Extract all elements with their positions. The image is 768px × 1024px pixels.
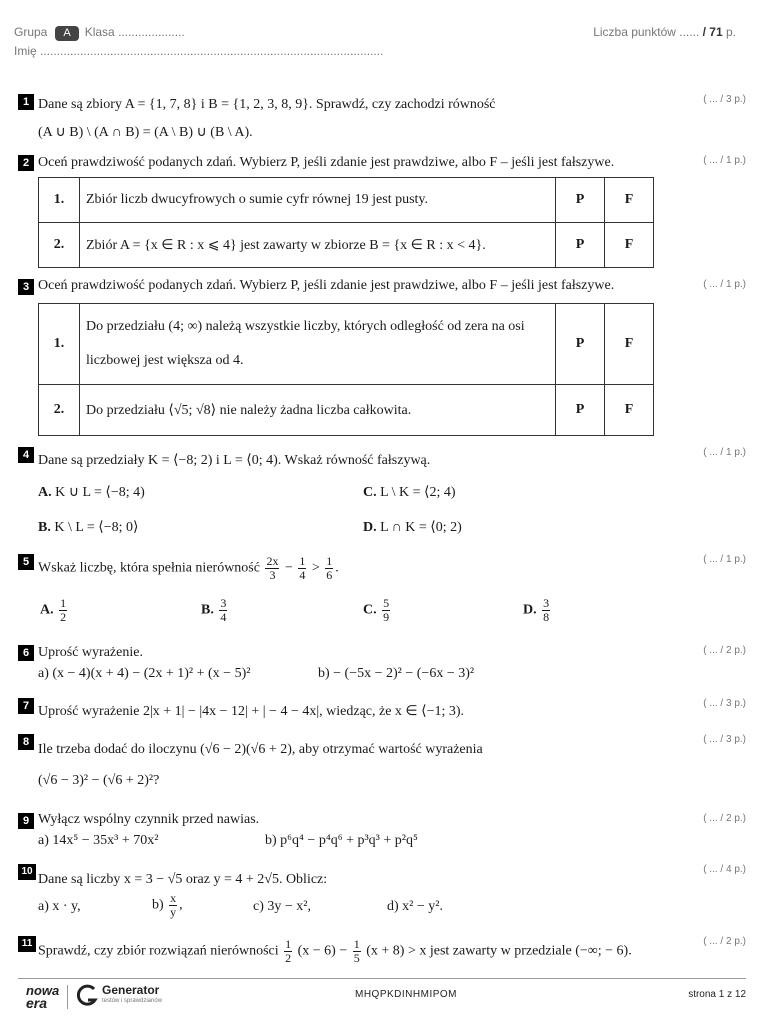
option-text: L ∩ K = ⟨0; 2) <box>380 520 462 535</box>
task-number: 2 <box>18 155 34 171</box>
task-number: 6 <box>18 645 34 661</box>
option-text: L \ K = ⟨2; 4) <box>380 485 456 500</box>
task-points: ( ... / 2 p.) <box>703 936 746 947</box>
page-number: strona 1 z 12 <box>688 989 746 1000</box>
test-code: MHQPKDINHMIPOM <box>355 989 457 1000</box>
name-dots: ....................................................................................................... <box>40 44 384 58</box>
subtask-a: a) 14x⁵ − 35x³ + 70x² <box>38 833 159 848</box>
denominator: 6 <box>326 568 333 582</box>
task-text: Dane są przedziały K = ⟨−8; 2) i L = ⟨0; 4). Wskaż równość fałszywą. <box>38 453 431 468</box>
task-number: 7 <box>18 698 34 714</box>
task-points: ( ... / 2 p.) <box>703 645 746 656</box>
option-label: D. <box>523 602 537 618</box>
points-total: 71 <box>709 25 723 39</box>
denominator: 9 <box>383 610 390 624</box>
denominator: 8 <box>543 610 550 624</box>
fraction <box>542 597 550 624</box>
subtask-b: b) p⁶q⁴ − p⁴q⁶ + p³q³ + p²q⁵ <box>265 833 418 848</box>
subtask-a: a) (x − 4)(x + 4) − (2x + 1)² + (x − 5)² <box>38 666 251 681</box>
points-label: Liczba punktów ...... <box>593 25 700 39</box>
task-points: ( ... / 3 p.) <box>703 94 746 105</box>
fraction <box>284 938 292 965</box>
header-group <box>14 25 185 41</box>
answer-option-a[interactable] <box>40 597 69 624</box>
task-number: 5 <box>18 554 34 570</box>
class-dots: .................... <box>118 25 185 39</box>
numerator: 2x <box>266 554 279 568</box>
logo-text: nowa <box>26 983 60 998</box>
table-row <box>39 385 654 436</box>
numerator: 1 <box>60 596 67 610</box>
denominator: 4 <box>220 610 227 624</box>
task-text: (A ∪ B) \ (A ∩ B) = (A \ B) ∪ (B \ A). <box>38 125 253 140</box>
subtask-a: a) x · y, <box>38 899 81 914</box>
answer-option-c[interactable] <box>363 484 456 501</box>
punctuation: . <box>335 560 339 576</box>
logo-text: era <box>26 995 48 1011</box>
task-number: 11 <box>18 936 36 952</box>
task-points: ( ... / 1 p.) <box>703 155 746 166</box>
task-points: ( ... / 3 p.) <box>703 698 746 709</box>
answer-f-button[interactable]: F <box>605 385 654 436</box>
denominator: 5 <box>353 951 360 965</box>
denominator: y <box>170 905 177 919</box>
subtask-b <box>152 892 183 919</box>
answer-option-b[interactable] <box>201 597 229 624</box>
task-text: Dane są zbiory A = {1, 7, 8} i B = {1, 2, 3, 8, 9}. Sprawdź, czy zachodzi równość <box>38 97 496 112</box>
fraction <box>298 555 306 582</box>
answer-option-b[interactable] <box>38 519 138 536</box>
answer-option-c[interactable] <box>363 597 392 624</box>
task-number: 8 <box>18 734 34 750</box>
row-number: 2. <box>39 385 80 436</box>
page-footer <box>18 978 746 1019</box>
task-text: Dane są liczby x = 3 − √5 oraz y = 4 + 2√5. Oblicz: <box>38 872 328 887</box>
denominator: 4 <box>299 568 306 582</box>
answer-p-button[interactable]: P <box>556 178 605 223</box>
task-points: ( ... / 3 p.) <box>703 734 746 745</box>
denominator: 2 <box>60 610 67 624</box>
task-text: Uprość wyrażenie 2|x + 1| − |4x − 12| + | − 4 − 4x|, wiedząc, że x ∈ ⟨−1; 3). <box>38 704 465 719</box>
subtask-c: c) 3y − x², <box>253 899 311 914</box>
fraction <box>59 597 67 624</box>
fraction <box>325 555 333 582</box>
task-points: ( ... / 1 p.) <box>703 279 746 290</box>
answer-option-a[interactable] <box>38 484 145 501</box>
statement <box>80 304 556 385</box>
fraction <box>169 892 177 919</box>
option-text: K ∪ L = ⟨−8; 4) <box>55 485 145 500</box>
subtask-d: d) x² − y². <box>387 899 443 914</box>
row-number: 2. <box>39 223 80 268</box>
logo-divider <box>67 985 68 1009</box>
answer-option-d[interactable] <box>523 597 552 624</box>
statement: Zbiór liczb dwucyfrowych o sumie cyfr równej 19 jest pusty. <box>80 178 556 223</box>
group-badge: A <box>55 26 78 41</box>
option-label: C. <box>363 485 377 500</box>
task-text <box>38 555 339 582</box>
task-number: 3 <box>18 279 34 295</box>
task-text: Wyłącz wspólny czynnik przed nawias. <box>38 812 260 827</box>
option-label: B. <box>38 520 51 535</box>
answer-p-button[interactable]: P <box>556 223 605 268</box>
task-text: Oceń prawdziwość podanych zdań. Wybierz P, jeśli zdanie jest prawdziwe, albo F – jeśli jest fałszywe. <box>38 155 615 170</box>
statement: Zbiór A = {x ∈ R : x ⩽ 4} jest zawarty w zbiorze B = {x ∈ R : x < 4}. <box>80 223 556 268</box>
answer-p-button[interactable]: P <box>556 304 605 385</box>
operator: − <box>284 560 293 576</box>
fraction <box>219 597 227 624</box>
numerator: 1 <box>299 554 306 568</box>
answer-f-button[interactable]: F <box>605 223 654 268</box>
generator-logo-icon <box>76 983 98 1009</box>
task-points: ( ... / 2 p.) <box>703 813 746 824</box>
task-number: 9 <box>18 813 34 829</box>
task-number: 4 <box>18 447 34 463</box>
task-points: ( ... / 1 p.) <box>703 554 746 565</box>
true-false-table <box>38 303 654 436</box>
row-number: 1. <box>39 304 80 385</box>
fraction <box>265 555 279 582</box>
table-row <box>39 178 654 223</box>
group-label: Grupa <box>14 25 48 39</box>
task-number: 10 <box>18 864 36 880</box>
generator-logo-text: Generator <box>102 983 160 997</box>
generator-logo-subtext: testów i sprawdzianów <box>102 998 163 1004</box>
name-line <box>14 44 383 58</box>
name-label: Imię <box>14 44 37 58</box>
fraction <box>382 597 390 624</box>
option-label: D. <box>363 520 377 535</box>
task-text-lead: Wskaż liczbę, która spełnia nierówność <box>38 560 260 576</box>
denominator: 3 <box>269 568 276 582</box>
numerator: x <box>170 891 177 905</box>
table-row <box>39 304 654 385</box>
answer-f-button[interactable]: F <box>605 178 654 223</box>
option-label: C. <box>363 602 377 618</box>
answer-option-d[interactable] <box>363 519 462 536</box>
task-text: Uprość wyrażenie. <box>38 645 143 660</box>
statement-line: liczbowej jest większa od 4. <box>86 353 244 368</box>
numerator: 5 <box>383 596 390 610</box>
task-text: (√6 − 3)² − (√6 + 2)²? <box>38 773 160 788</box>
task-text <box>38 938 632 965</box>
table-row <box>39 223 654 268</box>
task-text: Ile trzeba dodać do iloczynu (√6 − 2)(√6 + 2), aby otrzymać wartość wyrażenia <box>38 742 483 757</box>
row-number: 1. <box>39 178 80 223</box>
operator: > <box>311 560 320 576</box>
task-text-tail: (x + 8) > x jest zawarty w przedziale (−∞; − 6). <box>366 943 632 959</box>
points-summary <box>593 25 736 39</box>
fraction <box>353 938 361 965</box>
numerator: 1 <box>326 554 333 568</box>
numerator: 1 <box>353 937 360 951</box>
task-text-lead: Sprawdź, czy zbiór rozwiązań nierówności <box>38 943 279 959</box>
subtask-label: b) <box>152 897 164 913</box>
nowa-era-logo <box>26 985 59 1009</box>
statement-line: Do przedziału (4; ∞) należą wszystkie liczby, których odległość od zera na osi <box>86 319 525 334</box>
numerator: 3 <box>543 596 550 610</box>
option-text: K \ L = ⟨−8; 0⟩ <box>54 520 139 535</box>
answer-f-button[interactable]: F <box>605 304 654 385</box>
task-points: ( ... / 1 p.) <box>703 447 746 458</box>
option-label: A. <box>40 602 54 618</box>
points-sep: / <box>702 25 706 39</box>
option-label: B. <box>201 602 214 618</box>
subtask-b: b) − (−5x − 2)² − (−6x − 3)² <box>318 666 475 681</box>
denominator: 2 <box>285 951 292 965</box>
answer-p-button[interactable]: P <box>556 385 605 436</box>
task-points: ( ... / 4 p.) <box>703 864 746 875</box>
task-text: Oceń prawdziwość podanych zdań. Wybierz P, jeśli zdanie jest prawdziwe, albo F – jeśli jest fałszywe. <box>38 278 615 293</box>
points-unit: p. <box>725 25 736 39</box>
task-number: 1 <box>18 94 34 110</box>
statement: Do przedziału ⟨√5; √8⟩ nie należy żadna liczba całkowita. <box>80 385 556 436</box>
option-label: A. <box>38 485 52 500</box>
task-text-mid: (x − 6) − <box>297 943 348 959</box>
punctuation: , <box>179 897 183 913</box>
numerator: 3 <box>220 596 227 610</box>
class-label: Klasa <box>84 25 115 39</box>
numerator: 1 <box>285 937 292 951</box>
true-false-table <box>38 177 654 268</box>
